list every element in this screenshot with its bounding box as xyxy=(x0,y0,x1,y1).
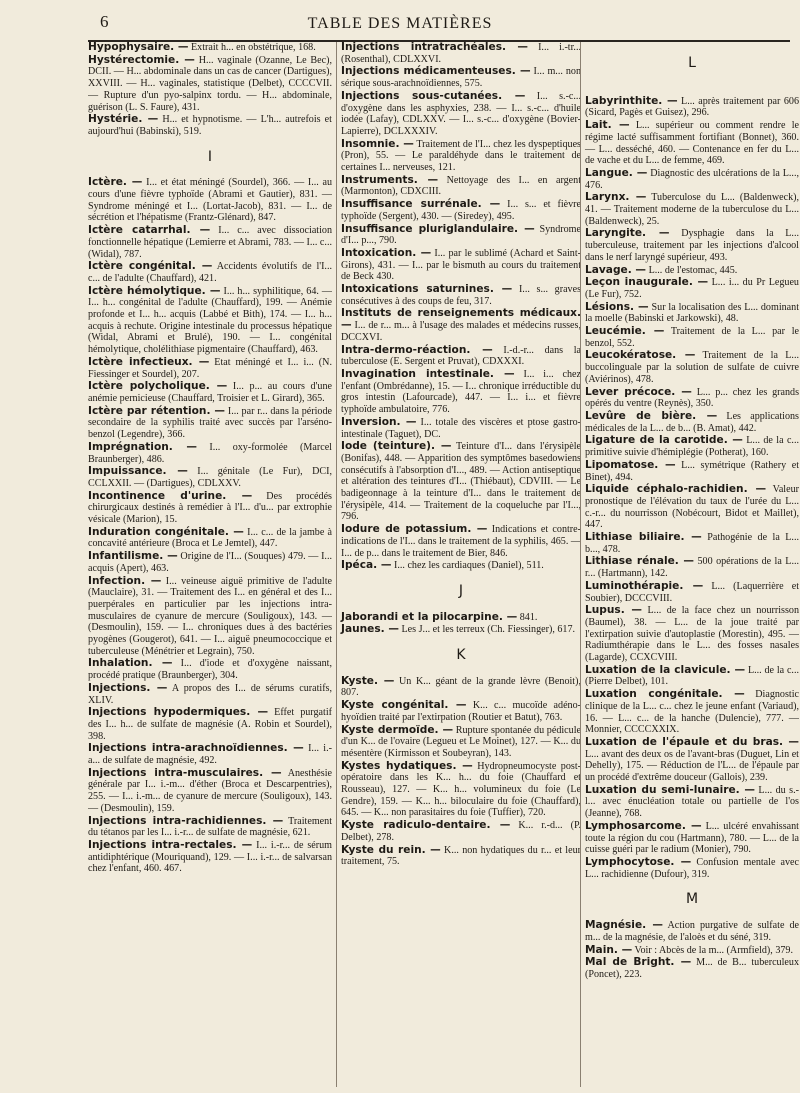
entry-heading: Injections médicamenteuses. — xyxy=(341,65,531,78)
index-entry xyxy=(341,761,581,820)
entry-text: L... i... du Pr Legueu (Le Fur), 752. xyxy=(585,277,799,300)
entry-heading: Leucémie. — xyxy=(585,325,665,338)
entry-heading: Kyste dermoïde. — xyxy=(341,723,454,736)
index-entry xyxy=(88,381,332,404)
entry-text: I... s.-c... d'oxygène dans les asphyxies, 238. — I... s.-c... d'huile iodée (Lafay), CDLXXV. — I... s.-c... d'oxygène (Bovier-Lapierre), DCLXXXIV. xyxy=(341,90,581,137)
entry-heading: Kystes hydatiques. — xyxy=(341,759,473,772)
entry-heading: Luxation du semi-lunaire. — xyxy=(585,783,755,796)
index-entry xyxy=(585,556,799,579)
index-entry xyxy=(341,417,581,440)
entry-heading: Hystérectomie. — xyxy=(88,53,195,66)
entry-heading: Larynx. — xyxy=(585,191,647,204)
entry-text: L... symétrique (Rathery et Binet), 494. xyxy=(585,459,799,483)
entry-heading: Iode (teinture). — xyxy=(341,440,452,453)
entry-heading: Kyste. — xyxy=(341,674,395,687)
entry-heading: Main. — xyxy=(585,943,633,956)
entry-text: I... et état méningé (Sourdel), 366. — I... au cours d'une fièvre typhoïde (Abrami et Gautier), 831. — Syndrome méningé et I... (Lortat-Jacob), 831. — I... de sécrétion et l'hépatisme (Frantz-Glénard), 847. xyxy=(88,177,332,224)
entry-text: Diagnostic des ulcérations de la L..., 476. xyxy=(585,167,799,191)
entry-heading: Kyste du rein. — xyxy=(341,843,441,856)
entry-text: I... h... syphilitique, 64. — I... h... congénital de l'adulte (Chauffard), 199. — Anémie profonde et I... h... acquis (Labbé et Bith), 174. — I... h... acquis à rechute. Origine intestinale du processus hépatique (Widal, Abrami et Brulé), 190. — I... congénital hémolytique, cholélithiase pigmentaire (Chauffard), 463. xyxy=(88,285,332,356)
entry-text: Voir : Abcès de la m... (Armfield), 379. xyxy=(634,944,793,956)
entry-text: Origine de l'I... (Souques) 479. — I... acquis (Apert), 463. xyxy=(88,551,332,574)
entry-heading: Lupus. — xyxy=(585,604,642,617)
entry-text: I... s... graves consécutives à des coups de feu, 317. xyxy=(341,284,581,307)
entry-text: Hydropneumocyste post-opératoire dans les K... h... du foie (Chauffard et Rousseau), 127. — K... h... volumineux du foie (Le Gendre), 159. — K... h... biloculaire du foie (Chauffard), 645. — K... non parasitaires du foie (Tuffier), 720. xyxy=(341,760,581,819)
index-entry xyxy=(341,345,581,368)
index-entry xyxy=(341,224,581,247)
entry-heading: Inhalation. — xyxy=(88,657,173,670)
index-entry xyxy=(341,42,581,65)
index-column-middle xyxy=(336,42,581,1087)
entry-heading: Iodure de potassium. — xyxy=(341,523,488,536)
index-entry xyxy=(341,139,581,174)
index-entry xyxy=(585,350,799,385)
entry-text: Tuberculose du L... (Baldenweck), 41. — Traitement moderne de la tuberculose du L... (Baldenweck), 25. xyxy=(585,192,799,227)
entry-heading: Lever précoce. — xyxy=(585,385,692,398)
index-entry xyxy=(88,743,332,766)
entry-text: L... de la c... (Pierre Delbet), 101. xyxy=(585,664,799,688)
entry-heading: Inversion. — xyxy=(341,415,417,428)
entry-text: I... de r... m... à l'usage des malades et médecins russes, DCCXVI. xyxy=(341,320,581,343)
entry-text: K... c... mucoïde adéno-hyoïdien traité par l'extirpation (Routier et Batut), 763. xyxy=(341,700,581,723)
entry-heading: Lymphosarcome. — xyxy=(585,819,702,832)
entry-heading: Incontinence d'urine. — xyxy=(88,489,253,502)
index-column-right xyxy=(580,42,799,1087)
index-entry xyxy=(88,576,332,658)
entry-heading: Injections intra-rectales. — xyxy=(88,839,253,851)
index-entry xyxy=(341,175,581,198)
entry-heading: Lait. — xyxy=(585,119,630,132)
entry-text: Traitement de la L... par le benzol, 552. xyxy=(585,326,799,349)
index-entry xyxy=(341,284,581,307)
entry-heading: Instituts de renseignements médicaux. — xyxy=(341,307,581,332)
index-entry xyxy=(585,435,799,458)
index-entry xyxy=(585,689,799,736)
entry-heading: Kyste radiculo-dentaire. — xyxy=(341,819,511,832)
index-entry xyxy=(341,820,581,843)
index-entry xyxy=(585,411,799,434)
index-entry xyxy=(585,857,799,880)
index-entry xyxy=(88,683,332,706)
entry-text: Sur la localisation des L... dominant la moelle (Babinski et Jarkowski), 48. xyxy=(585,301,799,325)
entry-text: L... de la c... primitive suivie d'hémiplégie (Potherat), 160. xyxy=(585,435,799,459)
index-entry xyxy=(585,302,799,325)
entry-heading: Imprégnation. — xyxy=(88,440,197,453)
index-entry xyxy=(585,228,799,263)
entry-text: Dysphagie dans la L... tuberculeuse, traitement par les injections d'alcool dans le nerf laryngé supérieur, 493. xyxy=(585,228,799,263)
index-entry xyxy=(585,785,799,820)
entry-text: Les J... et les terreux (Ch. Fiessinger), 617. xyxy=(401,624,576,636)
entry-text: H... et hypnotisme. — L'h... autrefois et aujourd'hui (Babinski), 519. xyxy=(88,114,332,137)
entry-heading: Levûre de bière. — xyxy=(585,409,718,422)
entry-text: I... i.-a... de sulfate de magnésie, 492. xyxy=(88,743,332,767)
page-number: 6 xyxy=(100,12,109,31)
entry-text: Extrait h... en obstétrique, 168. xyxy=(191,42,316,53)
index-entry xyxy=(341,676,581,699)
page-header xyxy=(0,6,800,36)
entry-text: 841. xyxy=(519,611,538,623)
entry-heading: Induration congénitale. — xyxy=(88,525,244,538)
index-entry xyxy=(88,177,332,224)
entry-text: Rupture spontanée du pédicule d'un K... de l'ovaire (Legueu et Le Moinet), 127. — K... du mésentère (Kirmisson et Soubeyran), 143. xyxy=(341,724,581,759)
entry-heading: Ictère infectieux. — xyxy=(88,355,210,368)
entry-text: I... p... au cours d'une anémie pernicieuse (Chauffard, Troisier et L. Girard), 365. xyxy=(88,381,332,404)
entry-heading: Liquide céphalo-rachidien. — xyxy=(585,483,767,496)
index-entry xyxy=(585,920,799,943)
entry-text: Accidents évolutifs de l'I... c... de l'adulte (Chauffard), 421. xyxy=(88,261,332,284)
entry-heading: Injections intra-musculaires. — xyxy=(88,766,282,779)
index-entry xyxy=(585,665,799,688)
index-entry xyxy=(341,199,581,222)
entry-heading: Jaunes. — xyxy=(341,623,399,636)
entry-heading: Jaborandi et la pilocarpine. — xyxy=(341,610,518,623)
index-entry xyxy=(585,168,799,191)
entry-text: Etat méningé et I... i... (N. Fiessinger et Sourdel), 207. xyxy=(88,356,332,380)
section-letter: L xyxy=(688,55,696,71)
entry-heading: Ictère par rétention. — xyxy=(88,404,226,417)
index-entry xyxy=(585,532,799,555)
index-entry xyxy=(341,725,581,760)
entry-heading: Ipéca. — xyxy=(341,559,392,572)
index-entry xyxy=(585,120,799,167)
entry-text: I... oxy-formolée (Marcel Braunberger), 486. xyxy=(88,441,332,465)
entry-heading: Injections intratrachéales. — xyxy=(341,42,528,53)
index-entry xyxy=(585,96,799,119)
index-entry xyxy=(88,527,332,550)
index-entry xyxy=(585,821,799,856)
entry-heading: Ictère catarrhal. — xyxy=(88,224,211,237)
index-entry xyxy=(88,442,332,465)
index-entry xyxy=(341,441,581,523)
index-entry xyxy=(88,42,332,54)
index-entry xyxy=(341,248,581,283)
entry-heading: Ictère congénital. — xyxy=(88,260,213,273)
index-entry xyxy=(585,460,799,483)
index-entry xyxy=(341,612,581,624)
entry-text: I... par le sublimé (Achard et Saint-Girons), 431. — I... par le bismuth au cours du traitement de Beck 430. xyxy=(341,247,581,283)
index-entry xyxy=(585,737,799,784)
entry-heading: Luminothérapie. — xyxy=(585,579,704,592)
entry-heading: Laryngite. — xyxy=(585,227,670,240)
entry-text: I... c... avec dissociation fonctionnelle hépatique (Lemierre et Abrami, 783. — I... c... (Widal), 787. xyxy=(88,225,332,260)
entry-text: H... vaginale (Ozanne, Le Bec), DCII. — H... abdominale dans un cas de cancer (Dartigues), XXVIII. — H... vaginales, statistique (Delbet), CCCCVII. — Rupture d'un pyo-salpinx tordu. — H... abdominale, guérison (L. S. Faure), 431. xyxy=(88,54,332,113)
entry-text: I... génitale (Le Fur), DCI, CCLXXII. — (Dartigues), CDLXXV. xyxy=(88,466,332,489)
entry-text: Indications et contre-indications de l'I... dans le traitement de la syphilis, 465. — I... de p... dans le traitement de Bier, 846. xyxy=(341,524,581,559)
entry-text: I... totale des viscères et ptose gastro-intestinale (Taguet), DC. xyxy=(341,416,581,440)
entry-text: A propos des I... de sérums curatifs, XLIV. xyxy=(88,682,332,706)
entry-heading: Injections hypodermiques. — xyxy=(88,706,269,719)
index-entry xyxy=(88,406,332,441)
index-entry xyxy=(88,114,332,137)
entry-heading: Kyste congénital. — xyxy=(341,699,467,712)
entry-text: Diagnostic clinique de la L... c... chez le jeune enfant (Variaud), 16. — L... c... de la hanche (Dulencie), 777. — Monnier, CCCCXXIX. xyxy=(585,689,799,736)
entry-heading: Lipomatose. — xyxy=(585,458,676,471)
entry-text: I... i.-r... de sérum antidiphtérique (Mouriquand), 129. — I... i.-r... de salvarsan chez l'enfant, 460. 467. xyxy=(88,840,332,875)
entry-text: Confusion mentale avec L... rachidienne (Dufour), 319. xyxy=(585,857,799,880)
entry-heading: Infection. — xyxy=(88,574,162,587)
index-entry xyxy=(585,581,799,604)
index-entry xyxy=(88,225,332,260)
section-letter: I xyxy=(207,148,213,165)
entry-heading: Injections intra-arachnoïdiennes. — xyxy=(88,742,304,755)
index-entry xyxy=(88,55,332,114)
entry-heading: Insomnie. — xyxy=(341,137,414,150)
entry-text: I... m... non sérique sous-arachnoïdiennes, 575. xyxy=(341,66,581,90)
entry-heading: Ictère hémolytique. — xyxy=(88,284,221,297)
entry-text: Traitement du tétanos par les I... i.-r... de sulfate de magnésie, 621. xyxy=(88,815,332,839)
index-entry xyxy=(341,700,581,723)
entry-heading: Langue. — xyxy=(585,166,648,179)
index-entry xyxy=(585,277,799,300)
entry-heading: Mal de Bright. — xyxy=(585,956,692,969)
index-entry xyxy=(585,957,799,980)
entry-heading: Ictère. — xyxy=(88,176,143,189)
entry-heading: Impuissance. — xyxy=(88,465,188,478)
entry-heading: Magnésie. — xyxy=(585,919,663,932)
index-entry xyxy=(341,91,581,138)
entry-heading: Ligature de la carotide. — xyxy=(585,434,743,447)
index-entry xyxy=(585,484,799,531)
entry-heading: Invagination intestinale. — xyxy=(341,367,515,380)
entry-heading: Leucokératose. — xyxy=(585,349,696,362)
entry-heading: Injections sous-cutanées. — xyxy=(341,89,526,102)
index-entry xyxy=(585,326,799,349)
index-entry xyxy=(341,560,581,572)
entry-text: I... c... de la jambe à concavité antérieure (Broca et Le Jemtel), 447. xyxy=(88,526,332,550)
page-title: TABLE DES MATIÈRES xyxy=(307,15,493,32)
entry-text: Des procédés chirurgicaux destinés à remédier à l'I... d'u... par extrophie vésicale (Marion), 15. xyxy=(88,490,332,526)
entry-text: I... i... chez l'enfant (Ombrédanne), 15. — I... chronique irréductible du gros intestin (Lafourcade), 447. — I... i... et fièvre typhoïde ambulatoire, 776. xyxy=(341,368,581,416)
section-letter: M xyxy=(685,891,699,908)
entry-heading: Lavage. — xyxy=(585,263,647,276)
entry-text: L... avant des deux os de l'avant-bras (Duguet, Lin et Dehelly), 175. — Réduction de l'L... de l'épaule par un procédé d'extrême douceur (Gallois), 239. xyxy=(585,748,799,784)
entry-heading: Hystérie. — xyxy=(88,113,159,126)
entry-text: I... s... et fièvre typhoïde (Sergent), 430. — (Siredey), 495. xyxy=(341,199,581,222)
entry-text: I... par r... dans la période secondaire de la syphilis traité avec succès par l'arséno-benzol (Legendre), 366. xyxy=(88,405,332,441)
entry-heading: Injections intra-rachidiennes. — xyxy=(88,814,284,827)
index-entry xyxy=(88,551,332,574)
entry-text: Syndrome d'I... p..., 790. xyxy=(341,223,581,247)
entry-heading: Ictère polycholique. — xyxy=(88,380,228,393)
entry-heading: Luxation congénitale. — xyxy=(585,688,745,701)
entry-heading: Instruments. — xyxy=(341,173,439,186)
entry-heading: Luxation de l'épaule et du bras. — xyxy=(585,735,799,748)
entry-text: L... du s.-l... avec énucléation totale ou partielle de l'os (Jeanne), 768. xyxy=(585,784,799,820)
entry-heading: Insuffisance pluriglandulaire. — xyxy=(341,222,535,235)
entry-heading: Infantilisme. — xyxy=(88,550,178,563)
entry-text: L... de la face chez un nourrisson (Baumel), 38. — L... de la joue traité par l'extirpation suivie d'autoplastie (Morestin), 495. — Radiumthérapie dans le L... des fosses nasales (Lagarde), CCXCVIII. xyxy=(585,605,799,664)
entry-text: I... veineuse aiguë primitive de l'adulte (Mauclaire), 31. — Traitement des I... en général et des I... puerpérales en particulier par les injections intra-musculaires de cyanure de mercure (Souligoux), 143. — (Desmoulin), 159. — I... chroniques dues à des bactéries pyogènes (Gougerot), 641. — I... aiguë pneumococcique et tuberculeuse (Ménétrier et Legrain), 750. xyxy=(88,575,332,657)
entry-heading: Labyrinthite. — xyxy=(585,94,678,107)
entry-text: I.-d.-r... dans la tuberculose (E. Sergent et Pruvat), CDXXXI. xyxy=(341,344,581,368)
index-entry xyxy=(341,624,581,636)
index-entry xyxy=(88,261,332,284)
entry-text: Nettoyage des I... en argent (Marmonton), CDXCIII. xyxy=(341,174,581,198)
index-entry xyxy=(88,491,332,526)
entry-text: Valeur pronostique de l'élévation du taux de l'urée du L... c.-r... du nourrisson (Nobécourt, Bidot et Maillet), 447. xyxy=(585,484,799,531)
entry-text: L... après traitement par 606 (Sicard, Pagès et Guisez), 296. xyxy=(585,95,799,119)
section-letter: K xyxy=(456,647,466,664)
entry-heading: Lithiase rénale. — xyxy=(585,555,695,568)
entry-text: L... de l'estomac, 445. xyxy=(648,264,738,276)
entry-text: Anesthésie générale par I... i.-m... d'éther (Broca et Descarpentries), 255. — I... i.-m... de cyanure de mercure (Souligoux), 143. — (Desmoulin), 159. xyxy=(88,767,332,814)
entry-heading: Hypophysaire. — xyxy=(88,42,189,53)
index-entry xyxy=(88,286,332,356)
section-letter: J xyxy=(458,582,464,599)
entry-text: Traitement de la L... buccolinguale par la solution de sulfate de cuivre (Aviérinos), 478. xyxy=(585,350,799,385)
entry-text: L... p... chez les grands opérés du ventre (Reynès), 350. xyxy=(585,386,799,410)
entry-heading: Leçon inaugurale. — xyxy=(585,276,709,289)
entry-heading: Lésions. — xyxy=(585,300,649,313)
index-entry xyxy=(341,845,581,868)
index-entry xyxy=(341,369,581,416)
entry-heading: Injections. — xyxy=(88,681,168,694)
index-entry xyxy=(88,707,332,742)
index-entry xyxy=(341,66,581,89)
entry-text: L... supérieur ou comment rendre le régime lacté suffisamment fortifiant (Bonnet), 360. — L... desséché, 460. — Contenance en fer du L... de vache et du L... de femme, 469. xyxy=(585,120,799,167)
index-entry xyxy=(341,308,581,343)
index-entry xyxy=(341,524,581,559)
index-entry xyxy=(585,192,799,227)
entry-heading: Intoxications saturnines. — xyxy=(341,283,513,296)
index-entry xyxy=(88,357,332,380)
entry-heading: Luxation de la clavicule. — xyxy=(585,663,746,676)
index-entry xyxy=(88,466,332,489)
entry-text: M... de B... tuberculeux (Poncet), 223. xyxy=(585,957,799,980)
entry-heading: Lithiase biliaire. — xyxy=(585,531,702,544)
entry-text: Traitement de l'I... chez les dyspeptiques (Pron), 55. — Le paraldéhyde dans le traitement de certaines I... nerveuses, 121. xyxy=(341,138,581,174)
index-entry xyxy=(88,768,332,815)
entry-text: L... ulcéré envahissant toute la région du cou (Hartmann), 780. — L... de la cuisse guéri par le radium (Monier), 790. xyxy=(585,820,799,856)
entry-text: K... non hydatiques du r... et leur traitement, 75. xyxy=(341,844,581,868)
entry-heading: Lymphocytose. — xyxy=(585,856,692,868)
entry-heading: Intoxication. — xyxy=(341,246,432,259)
entry-text: K... r.-d... (P. Delbet), 278. xyxy=(341,820,581,843)
index-column-left xyxy=(88,42,332,1087)
entry-heading: Insuffisance surrénale. — xyxy=(341,198,501,211)
index-entry xyxy=(88,658,332,681)
entry-text: Teinture d'I... dans l'érysipèle (Bonifas), 448. — Apparition des symptômes basedowiens consécutifs à l'absorption d'I..., 489. — Action antiseptique et altération des teintures d'I... (Thiébaut), CDVIII. — Le badigeonnage à la teinture d'I... dans le traitement de l'érysipèle, 414. — Traitement de la coqueluche par l'I..., 796. xyxy=(341,441,581,523)
entry-text: I... i.-tr... (Rosenthal), CDLXXVI. xyxy=(341,42,581,65)
entry-text: Pathogénie de la L... b..., 478. xyxy=(585,532,799,555)
entry-text: L... (Laquerrière et Soubier), DCCCVIII. xyxy=(585,580,799,604)
index-entry xyxy=(585,265,799,277)
entry-text: Un K... géant de la grande lèvre (Benoit), 807. xyxy=(341,675,581,699)
index-entry xyxy=(585,387,799,410)
index-entry xyxy=(585,605,799,664)
entry-text: Les applications médicales de la L... de b... (B. Amat), 442. xyxy=(585,410,799,434)
entry-text: Effet purgatif des I... h... de sulfate de magnésie (A. Robin et Sourdel), 398. xyxy=(88,707,332,742)
index-entry xyxy=(88,816,332,839)
entry-text: Action purgative de sulfate de m... de la magnésie, de l'aloès et du séné, 319. xyxy=(585,920,799,943)
entry-text: I... d'iode et d'oxygène naissant, procédé pratique (Braunberger), 304. xyxy=(88,658,332,682)
index-entry xyxy=(88,840,332,875)
entry-heading: Intra-dermo-réaction. — xyxy=(341,343,493,356)
index-entry xyxy=(585,945,799,957)
entry-text: I... chez les cardiaques (Daniel), 511. xyxy=(393,560,544,572)
entry-text: 500 opérations de la L... r... (Hartmann), 142. xyxy=(585,556,799,580)
